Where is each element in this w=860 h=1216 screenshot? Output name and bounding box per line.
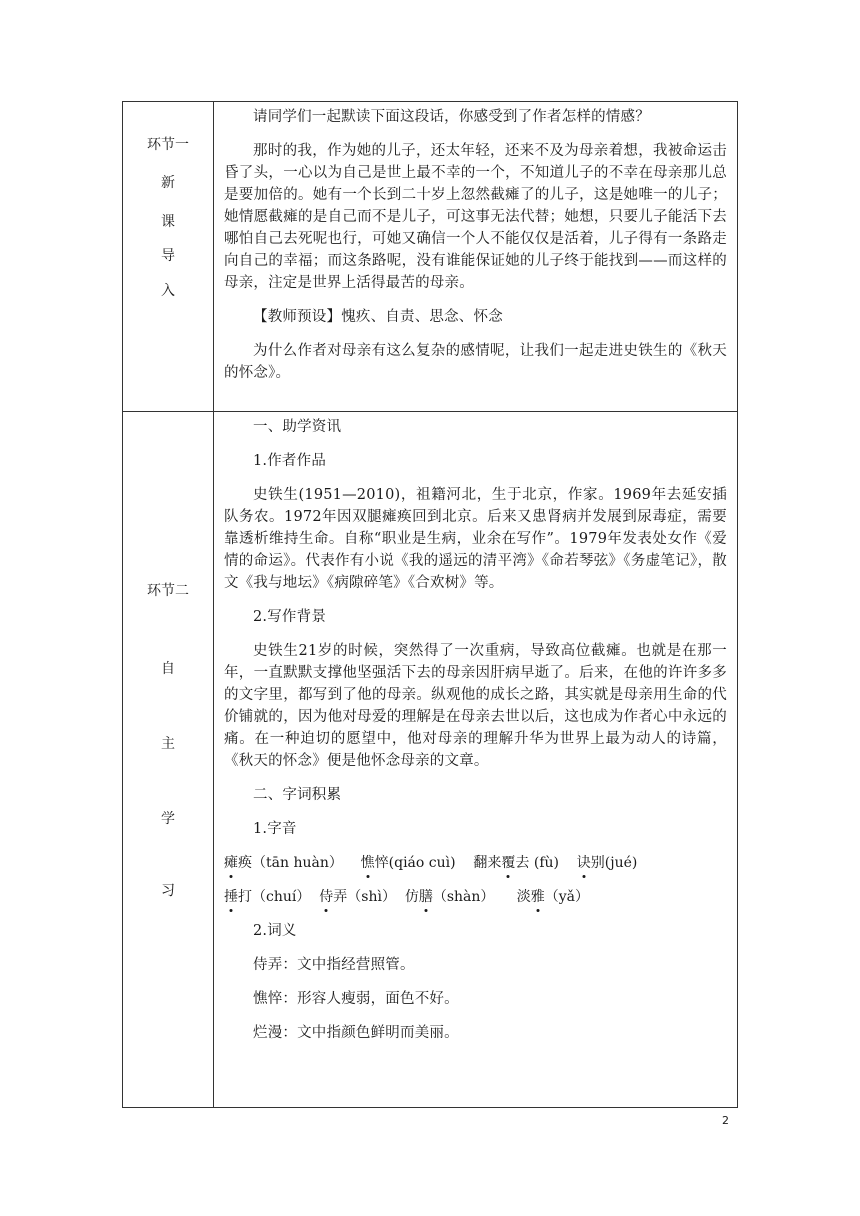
subheading-meaning: 2.词义 — [253, 923, 297, 939]
subheading-background: 2.写作背景 — [253, 609, 327, 625]
section1-label-line: 导 — [161, 248, 175, 264]
section1-label-line: 新 — [161, 175, 175, 191]
pinyin-item: 捶打（chuí） — [224, 889, 310, 905]
section2-row — [122, 411, 738, 1108]
background-paragraph: 史铁生21岁的时候，突然得了一次重病，导致高位截瘫。也就是在那一年，一直默默支撑他坚强活下去的母亲因肝病早逝了。后来，在他的许许多多的文字里，都写到了他的母亲。纵观他的成长之路，其实就是母亲用生命的代价铺就的，因为他对母爱的理解是在母亲去世以后，这也成为作者心中永远的痛。在一种迫切的愿望中，他对母亲的理解升华为世界上最为动人的诗篇，《秋天的怀念》便是他怀念母亲的文章。 — [224, 643, 727, 769]
teacher-preset-paragraph: 【教师预设】愧疚、自责、思念、怀念 — [253, 309, 503, 325]
subheading-pronunciation: 1.字音 — [253, 821, 297, 837]
section2-label-line: 习 — [161, 883, 175, 899]
section1-content — [214, 102, 737, 390]
page-number: 2 — [722, 1114, 729, 1127]
section2-label-line: 环节二 — [147, 583, 189, 599]
pinyin-row-2 — [224, 886, 727, 908]
section2-label-line: 主 — [161, 736, 175, 752]
section1-row — [122, 101, 738, 411]
heading-assistance: 一、助学资讯 — [253, 419, 342, 435]
author-paragraph: 史铁生(1951—2010)，祖籍河北，生于北京，作家。1969年去延安插队务农。1972年因双腿瘫痪回到北京。后来又患肾病并发展到尿毒症，需要靠透析维持生命。自称“职业是生病，业余在写作”。1979年发表处女作《爱情的命运》。代表作有小说《我的遥远的清平湾》《命若琴弦》《务虚笔记》，散文《我与地坛》《病隙碎笔》《合欢树》等。 — [224, 487, 727, 591]
section2-label-cell — [123, 412, 214, 1107]
pinyin-item: 翻来覆去 (fù) — [473, 855, 559, 871]
definition-2: 憔悴：形容人瘦弱，面色不好。 — [253, 991, 459, 1007]
section1-label-cell — [123, 102, 214, 411]
section2-label-line: 学 — [161, 811, 175, 827]
definition-1: 侍弄：文中指经营照管。 — [253, 957, 415, 973]
pinyin-item: 仿膳（shàn） — [405, 889, 495, 905]
lesson-table — [122, 101, 738, 1108]
pinyin-item: 瘫痪（tān huàn） — [224, 855, 343, 871]
pinyin-item: 侍弄（shì） — [319, 889, 396, 905]
section1-label-line: 环节一 — [147, 137, 189, 153]
definition-3: 烂漫：文中指颜色鲜明而美丽。 — [253, 1025, 459, 1041]
transition-paragraph: 为什么作者对母亲有这么复杂的感情呢，让我们一起走进史铁生的《秋天的怀念》。 — [224, 343, 727, 381]
section2-content — [214, 412, 737, 1050]
excerpt-paragraph: 那时的我，作为她的儿子，还太年轻，还来不及为母亲着想，我被命运击昏了头，一心以为自己是世上最不幸的一个，不知道儿子的不幸在母亲那儿总是要加倍的。她有一个长到二十岁上忽然截瘫了的儿子，这是她唯一的儿子；她情愿截瘫的是自己而不是儿子，可这事无法代替；她想，只要儿子能活下去哪怕自己去死呢也行，可她又确信一个人不能仅仅是活着，儿子得有一条路走向自己的幸福；而这条路呢，没有谁能保证她的儿子终于能找到——而这样的母亲，注定是世界上活得最苦的母亲。 — [224, 143, 727, 291]
heading-vocabulary: 二、字词积累 — [253, 787, 342, 803]
section1-label-line: 课 — [161, 214, 175, 230]
prompt-paragraph: 请同学们一起默读下面这段话，你感受到了作者怎样的情感？ — [253, 109, 650, 125]
section2-label-line: 自 — [161, 661, 175, 677]
subheading-author-works: 1.作者作品 — [253, 453, 327, 469]
pinyin-item: 憔悴(qiáo cuì) — [361, 855, 456, 871]
pinyin-item: 淡雅（yǎ） — [517, 889, 589, 905]
section1-label-line: 入 — [161, 283, 175, 299]
pinyin-item: 诀别(jué) — [577, 855, 638, 871]
pinyin-row-1 — [224, 852, 727, 874]
